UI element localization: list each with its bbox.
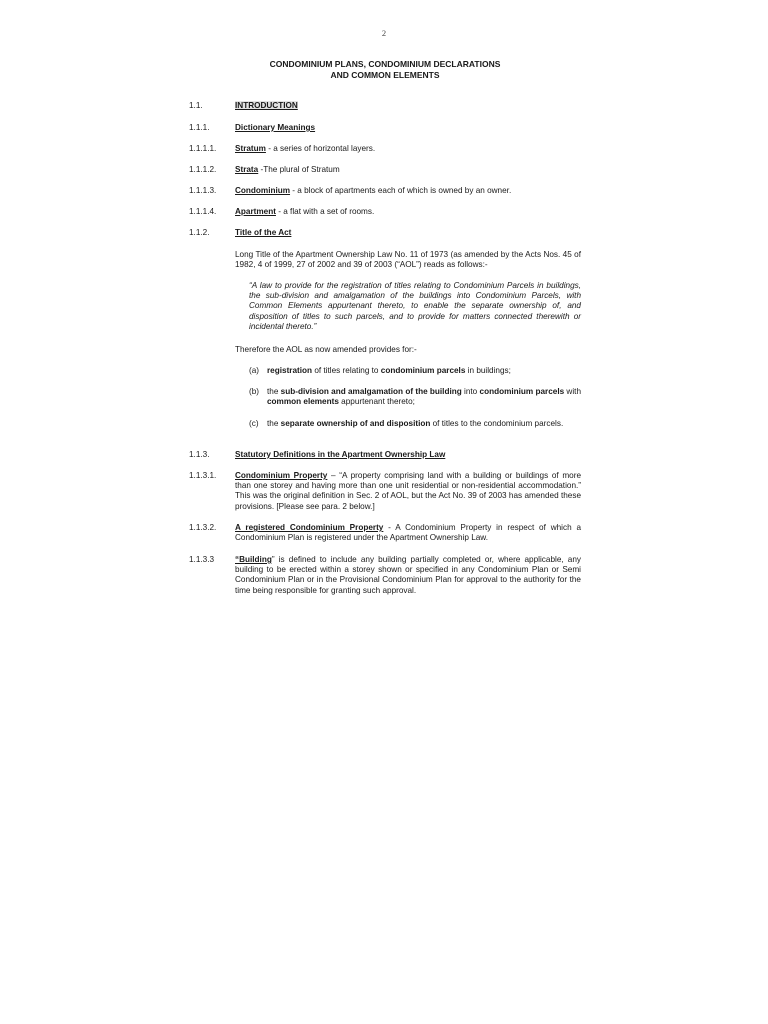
defined-term: A registered Condominium Property	[235, 523, 384, 532]
page-number: 2	[381, 28, 387, 38]
bold-term: sub-division and amalgamation of the building	[280, 387, 462, 396]
list-text: into	[461, 387, 480, 396]
section-heading: Title of the Act	[235, 228, 292, 237]
bold-term: separate ownership of and disposition	[280, 419, 431, 428]
list-text: with	[564, 387, 581, 396]
defined-term: Stratum	[235, 144, 266, 153]
section-heading: Dictionary Meanings	[235, 123, 316, 132]
defined-term: “Building	[235, 555, 272, 564]
section-number: 1.1.1.2.	[189, 165, 217, 174]
section-heading: Statutory Definitions in the Apartment Ownership Law	[235, 450, 446, 459]
definition-text: - a flat with a set of rooms.	[275, 207, 375, 216]
list-text: in buildings;	[465, 366, 511, 375]
bold-term: condominium parcels	[380, 366, 466, 375]
defined-term: Strata	[235, 165, 259, 174]
defined-term: Apartment	[235, 207, 276, 216]
defined-term: Condominium	[235, 186, 291, 195]
definition-text: - a series of horizontal layers.	[265, 144, 376, 153]
bold-term: registration	[267, 366, 313, 375]
act-long-title-intro: Long Title of the Apartment Ownership Law No. 11 of 1973 (as amended by the Acts Nos. 45 of 1982, 4 of 1999, 27 of 2002 and 39 of 2003 (“AOL”) reads as follows:-	[235, 250, 581, 270]
section-number: 1.1.2.	[189, 228, 210, 237]
section-number: 1.1.1.	[189, 123, 210, 132]
list-text: of titles relating to	[312, 366, 381, 375]
definition-text: - A Condominium Property in respect of which a Condominium Plan is registered under the Apartment Ownership Law.	[235, 523, 581, 543]
section-number: 1.1.3.1.	[189, 471, 217, 480]
list-label: (a)	[249, 366, 260, 375]
defined-term: Condominium Property	[235, 471, 328, 480]
list-label: (b)	[249, 387, 260, 396]
therefore-paragraph: Therefore the AOL as now amended provides for:-	[235, 345, 417, 354]
section-number: 1.1.1.1.	[189, 144, 217, 153]
document-title	[235, 59, 535, 81]
section-number: 1.1.3.2.	[189, 523, 217, 532]
definition-text: ” is defined to include any building partially completed or, where applicable, any building to be erected within a storey shown or specified in any Condominium Plan or Semi Condominium Plan or in the Provisional Condominium Plan for approval to the authority for the time being responsible for granting such approval.	[235, 555, 581, 595]
definition-text: - a block of apartments each of which is owned by an owner.	[290, 186, 512, 195]
section-number: 1.1.1.3.	[189, 186, 217, 195]
title-line-2: AND COMMON ELEMENTS	[330, 70, 440, 80]
section-number: 1.1.1.4.	[189, 207, 217, 216]
list-text: the	[267, 419, 281, 428]
title-line-1: CONDOMINIUM PLANS, CONDOMINIUM DECLARATIONS	[269, 59, 501, 69]
bold-term: condominium parcels	[479, 387, 565, 396]
list-text: appurtenant thereto;	[338, 397, 415, 407]
list-text: the	[267, 387, 281, 396]
definition-text: -The plural of Stratum	[258, 165, 340, 174]
section-number: 1.1.3.	[189, 450, 210, 459]
section-heading: INTRODUCTION	[235, 101, 298, 110]
definition-text: – “A property comprising land with a building or buildings of more than one storey and having more than one unit residential or non-residential accommodation.” This was the original definition in Sec. 2 of AOL, but the Act No. 39 of 2003 has amended these provisions. [Please see para. 2 below.]	[235, 471, 581, 511]
section-number: 1.1.	[189, 101, 203, 110]
list-text: of titles to the condominium parcels.	[430, 419, 564, 428]
section-number: 1.1.3.3	[189, 555, 215, 564]
bold-term: common elements	[267, 397, 339, 407]
act-long-title-quote: “A law to provide for the registration of titles relating to Condominium Parcels in buildings, the sub-division and amalgamation of the buildings into Condominium Parcels, with Common Elements appurtenant thereto, to enable the separate ownership of, and disposition of titles to such parcels, and to provide for matters connected therewith or incidental thereto.”	[249, 281, 581, 331]
list-label: (c)	[249, 419, 259, 428]
